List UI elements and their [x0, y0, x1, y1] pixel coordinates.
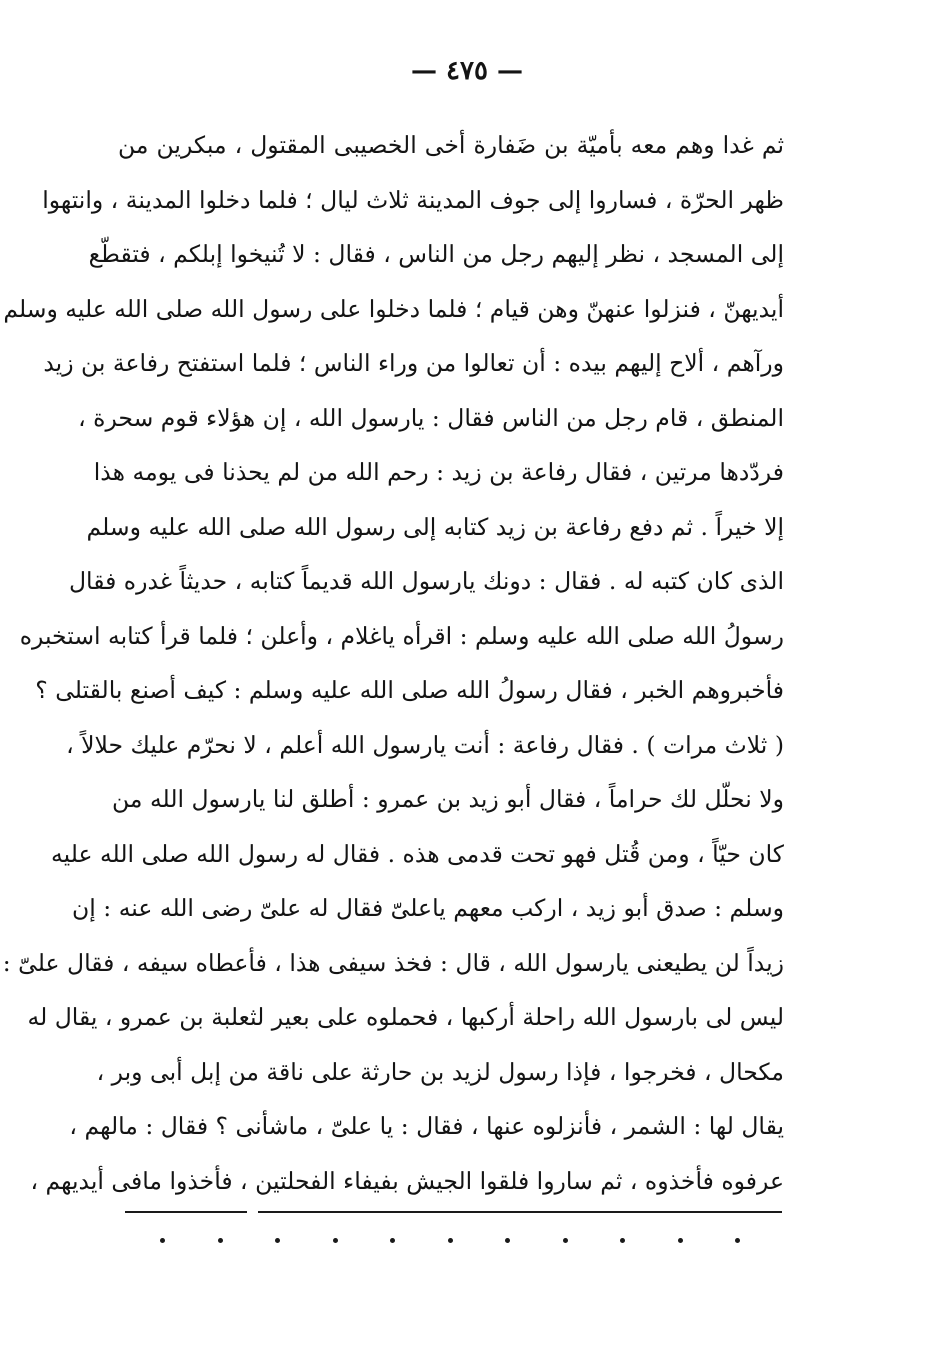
- ornament-dot: [735, 1238, 740, 1243]
- page-number: — ٤٧٥ —: [410, 56, 524, 86]
- text-line: ( ثلاث مرات ) . فقال رفاعة : أنت يارسول الله أعلم ، لا نحرّم عليك حلالاً ،: [66, 730, 784, 759]
- body-text: [2, 118, 784, 1208]
- text-line: عرفوه فأخذوه ، ثم ساروا فلقوا الجيش بفيفاء الفحلتين ، فأخذوا مافى أيديهم ،: [30, 1166, 784, 1195]
- ornament-dot: [160, 1238, 165, 1243]
- text-line: ثم غدا وهم معه بأميّة بن ضَفارة أخى الخصيبى المقتول ، مبكرين من: [118, 131, 784, 159]
- text-line: أيديهنّ ، فنزلوا عنهنّ وهن قيام ؛ فلما دخلوا على رسول الله صلى الله عليه وسلم: [3, 294, 784, 323]
- text-line: فأخبروهم الخبر ، فقال رسولُ الله صلى الله عليه وسلم : كيف أصنع بالقتلى ؟: [35, 676, 784, 704]
- text-line: الذى كان كتبه له . فقال : دونك يارسول الله قديماً كتابه ، حديثاً غدره فقال: [68, 567, 784, 595]
- ornament-dot: [620, 1238, 625, 1243]
- ornament-dot: [505, 1238, 510, 1243]
- text-line: يقال لها : الشمر ، فأنزلوه عنها ، فقال : يا علىّ ، ماشأنى ؟ فقال : مالهم ،: [69, 1112, 784, 1140]
- ornament-dot: [218, 1238, 223, 1243]
- footer-rule-right: [258, 1211, 782, 1213]
- text-line: ظهر الحرّة ، فساروا إلى جوف المدينة ثلاث ليال ؛ فلما دخلوا المدينة ، وانتهوا: [42, 185, 784, 214]
- text-line: زيداً لن يطيعنى يارسول الله ، قال : فخذ سيفى هذا ، فأعطاه سيفه ، فقال علىّ :: [2, 948, 784, 977]
- ornament-dot: [448, 1238, 453, 1243]
- text-line: وسلم : صدق أبو زيد ، اركب معهم ياعلىّ فقال له علىّ رضى الله عنه : إن: [72, 894, 784, 922]
- text-line: ليس لى بارسول الله راحلة أركبها ، فحملوه على بعير لثعلبة بن عمرو ، يقال له: [27, 1003, 784, 1031]
- text-line: المنطق ، قام رجل من الناس فقال : يارسول الله ، إن هؤلاء قوم سحرة ،: [78, 403, 784, 432]
- text-line: إلا خيراً . ثم دفع رفاعة بن زيد كتابه إلى رسول الله صلى الله عليه وسلم: [86, 512, 784, 541]
- footer-dot-row: [160, 1238, 740, 1243]
- text-line: رسولُ الله صلى الله عليه وسلم : اقرأه ياغلام ، وأعلن ؛ فلما قرأ كتابه استخبره: [19, 621, 784, 650]
- ornament-dot: [275, 1238, 280, 1243]
- text-line: إلى المسجد ، نظر إليهم رجل من الناس ، فقال : لا تُنيخوا إبلكم ، فتقطّع: [88, 240, 784, 268]
- text-line: ولا نحلّل لك حراماً ، فقال أبو زيد بن عمرو : أطلق لنا يارسول الله من: [112, 785, 784, 813]
- text-line: فردّدها مرتين ، فقال رفاعة بن زيد : رحم الله من لم يحذنا فى يومه هذا: [93, 458, 784, 486]
- ornament-dot: [333, 1238, 338, 1243]
- ornament-dot: [390, 1238, 395, 1243]
- ornament-dot: [563, 1238, 568, 1243]
- text-line: مكحال ، فخرجوا ، فإذا رسول لزيد بن حارثة على ناقة من إبل أبى وبر ،: [96, 1057, 784, 1086]
- footer-rule-left: [125, 1211, 247, 1213]
- text-line: ورآهم ، ألاح إليهم بيده : أن تعالوا من وراء الناس ؛ فلما استفتح رفاعة بن زيد: [43, 349, 784, 377]
- text-line: كان حيّاً ، ومن قُتل فهو تحت قدمى هذه . فقال له رسول الله صلى الله عليه: [51, 839, 784, 868]
- ornament-dot: [678, 1238, 683, 1243]
